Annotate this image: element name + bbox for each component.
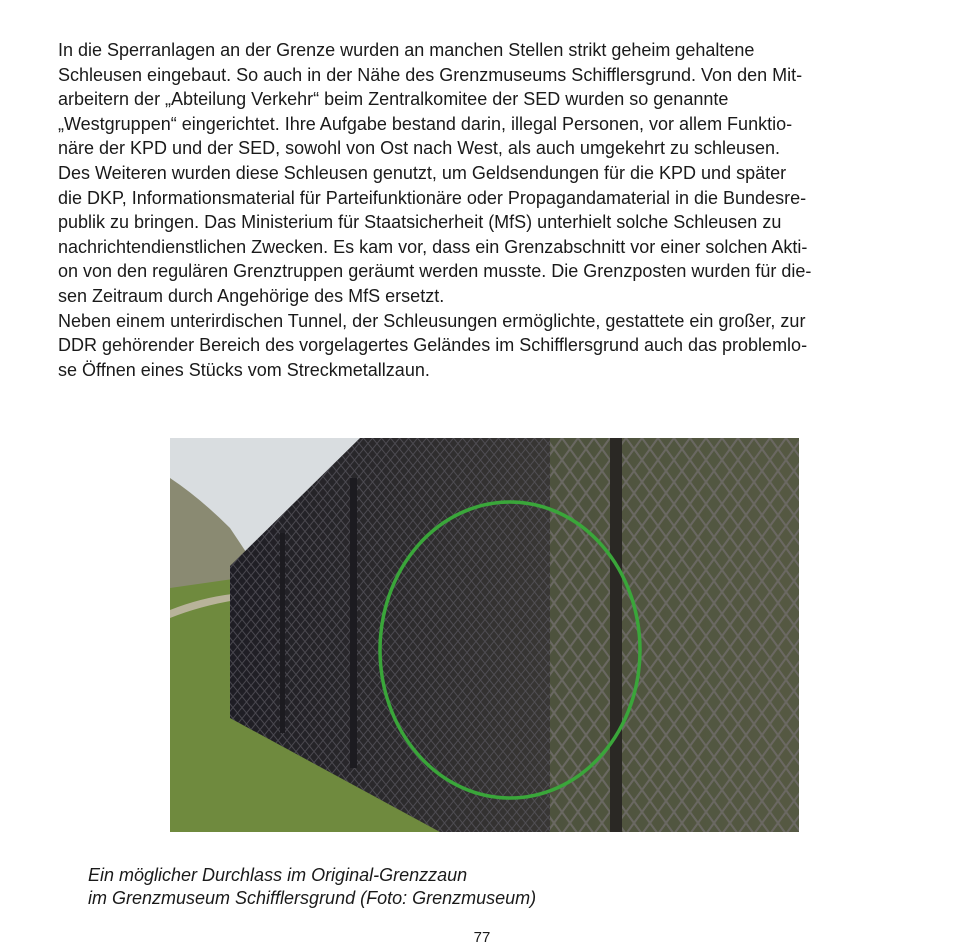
body-line: DDR gehörender Bereich des vorgelagertes Geländes im Schifflersgrund auch das problemlo- [58, 335, 808, 356]
body-line: arbeitern der „Abteilung Verkehr“ beim Zentralkomitee der SED wurden so genannte [58, 89, 729, 110]
body-line: on von den regulären Grenztruppen geräumt werden musste. Die Grenzposten wurden für die- [58, 261, 812, 282]
body-line: nachrichtendienstlichen Zwecken. Es kam vor, dass ein Grenzabschnitt vor einer solchen Akti- [58, 236, 808, 257]
body-line: näre der KPD und der SED, sowohl von Ost nach West, als auch umgekehrt zu schleusen. [58, 138, 781, 159]
body-paragraph [58, 38, 898, 382]
photo-fence-post [280, 533, 285, 733]
body-line: die DKP, Informationsmaterial für Parteifunktionäre oder Propagandamaterial in die Bundesre- [58, 187, 807, 208]
body-line: „Westgruppen“ eingerichtet. Ihre Aufgabe bestand darin, illegal Personen, vor allem Funktio- [58, 113, 793, 134]
body-line: se Öffnen eines Stücks vom Streckmetallzaun. [58, 359, 430, 380]
photo-caption [88, 864, 788, 910]
body-line: publik zu bringen. Das Ministerium für Staatsicherheit (MfS) unterhielt solche Schleusen zu [58, 212, 782, 233]
photo-fence-post [610, 438, 622, 832]
body-line: Schleusen eingebaut. So auch in der Nähe des Grenzmuseums Schifflersgrund. Von den Mit- [58, 64, 803, 85]
caption-line: Ein möglicher Durchlass im Original-Grenzzaun [88, 865, 468, 885]
caption-line: im Grenzmuseum Schifflersgrund (Foto: Grenzmuseum) [88, 888, 537, 908]
body-line: Des Weiteren wurden diese Schleusen genutzt, um Geldsendungen für die KPD und später [58, 162, 787, 183]
photo-fence-post [350, 478, 357, 768]
body-line: Neben einem unterirdischen Tunnel, der Schleusungen ermöglichte, gestattete ein großer, zur [58, 310, 806, 331]
body-line: sen Zeitraum durch Angehörige des MfS ersetzt. [58, 285, 445, 306]
body-line: In die Sperranlagen an der Grenze wurden an manchen Stellen strikt geheim gehaltene [58, 40, 755, 60]
page-number: 77 [473, 929, 491, 946]
fence-photo [170, 438, 799, 832]
